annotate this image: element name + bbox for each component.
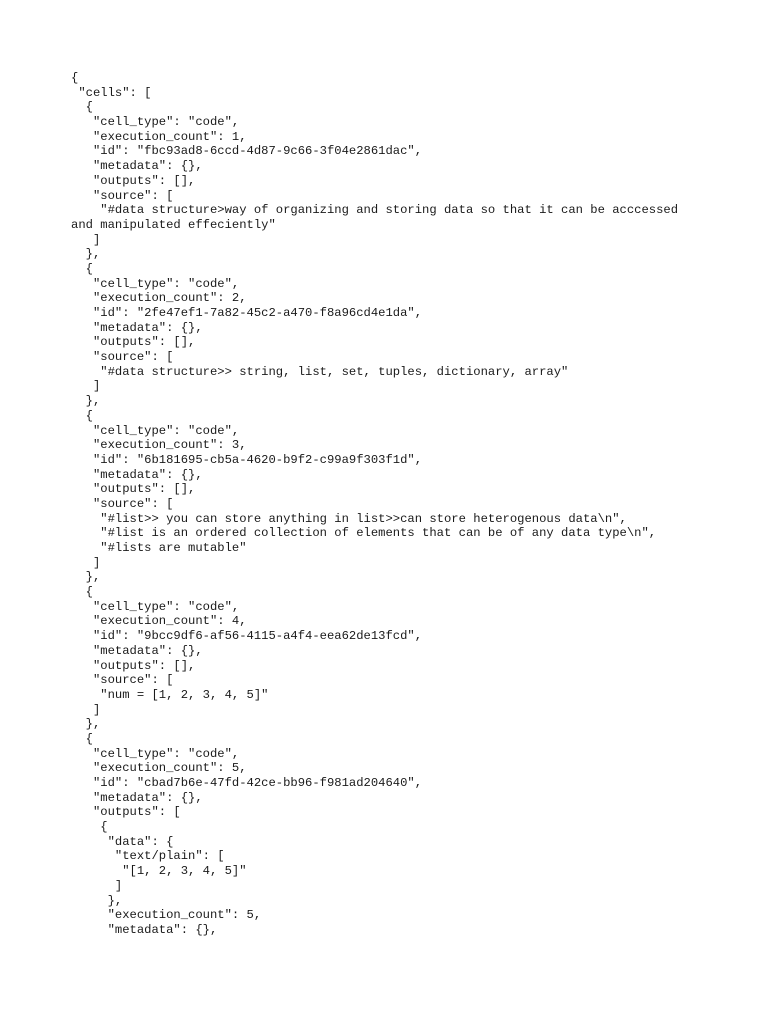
code-line: "cell_type": "code",: [71, 599, 240, 614]
code-line: "cell_type": "code",: [71, 115, 240, 130]
code-line: },: [71, 893, 123, 908]
code-line: "id": "cbad7b6e-47fd-42ce-bb96-f981ad204640",: [71, 776, 423, 790]
code-line: "outputs": [],: [71, 658, 196, 673]
code-line: },: [71, 570, 101, 585]
code-line: "cell_type": "code",: [71, 746, 240, 761]
code-line: "#list>> you can store anything in list>>can store heterogenous data\n",: [71, 511, 627, 526]
code-line: "execution_count": 5,: [71, 908, 262, 923]
code-line: "id": "2fe47ef1-7a82-45c2-a470-f8a96cd4e1da",: [71, 306, 423, 320]
code-line: "#lists are mutable": [71, 541, 247, 555]
code-line: ]: [71, 555, 101, 570]
code-line: "execution_count": 4,: [71, 614, 247, 629]
code-line: "outputs": [: [71, 805, 181, 820]
code-line: {: [71, 71, 79, 85]
code-line: "num = [1, 2, 3, 4, 5]": [71, 687, 269, 702]
code-line: "source": [: [71, 188, 174, 203]
code-line: "#data structure>> string, list, set, tuples, dictionary, array": [71, 364, 569, 379]
code-line: ]: [71, 702, 101, 717]
code-line: "execution_count": 3,: [71, 438, 247, 453]
code-line: "outputs": [],: [71, 173, 196, 188]
code-line: {: [71, 100, 93, 115]
code-line: and manipulated effeciently": [71, 217, 276, 232]
code-line: "#data structure>way of organizing and storing data so that it can be acccessed: [71, 203, 679, 218]
code-line: },: [71, 394, 101, 409]
code-line: {: [71, 261, 93, 276]
code-line: "source": [: [71, 496, 174, 511]
code-line: "[1, 2, 3, 4, 5]": [71, 864, 247, 879]
code-line: "execution_count": 2,: [71, 291, 247, 306]
code-line: },: [71, 717, 101, 732]
code-line: },: [71, 247, 101, 262]
code-line: "cell_type": "code",: [71, 423, 240, 438]
code-line: "id": "6b181695-cb5a-4620-b9f2-c99a9f303f1d",: [71, 452, 423, 467]
code-line: {: [71, 408, 93, 423]
code-line: "metadata": {},: [71, 467, 203, 482]
code-line: "source": [: [71, 673, 174, 688]
code-line: "metadata": {},: [71, 922, 218, 937]
code-line: ]: [71, 379, 101, 394]
code-line: "metadata": {},: [71, 320, 203, 335]
code-line: "text/plain": [: [71, 849, 225, 864]
code-line: "#list is an ordered collection of elements that can be of any data type\n",: [71, 526, 657, 541]
code-line: "metadata": {},: [71, 790, 203, 805]
notebook-json-text: [71, 71, 731, 938]
code-line: "metadata": {},: [71, 159, 203, 174]
code-line: "metadata": {},: [71, 643, 203, 658]
code-line: {: [71, 820, 108, 835]
code-line: "data": {: [71, 834, 174, 849]
code-line: "cells": [: [71, 85, 152, 100]
code-line: "execution_count": 5,: [71, 761, 247, 776]
code-line: {: [71, 731, 93, 746]
code-line: "outputs": [],: [71, 482, 196, 497]
code-line: {: [71, 585, 93, 600]
code-line: "source": [: [71, 350, 174, 365]
code-line: ]: [71, 232, 101, 247]
code-line: "id": "fbc93ad8-6ccd-4d87-9c66-3f04e2861dac",: [71, 144, 423, 159]
code-line: "cell_type": "code",: [71, 276, 240, 291]
code-line: "outputs": [],: [71, 335, 196, 350]
code-line: ]: [71, 878, 123, 893]
code-line: "id": "9bcc9df6-af56-4115-a4f4-eea62de13fcd",: [71, 629, 423, 644]
code-line: "execution_count": 1,: [71, 129, 247, 144]
